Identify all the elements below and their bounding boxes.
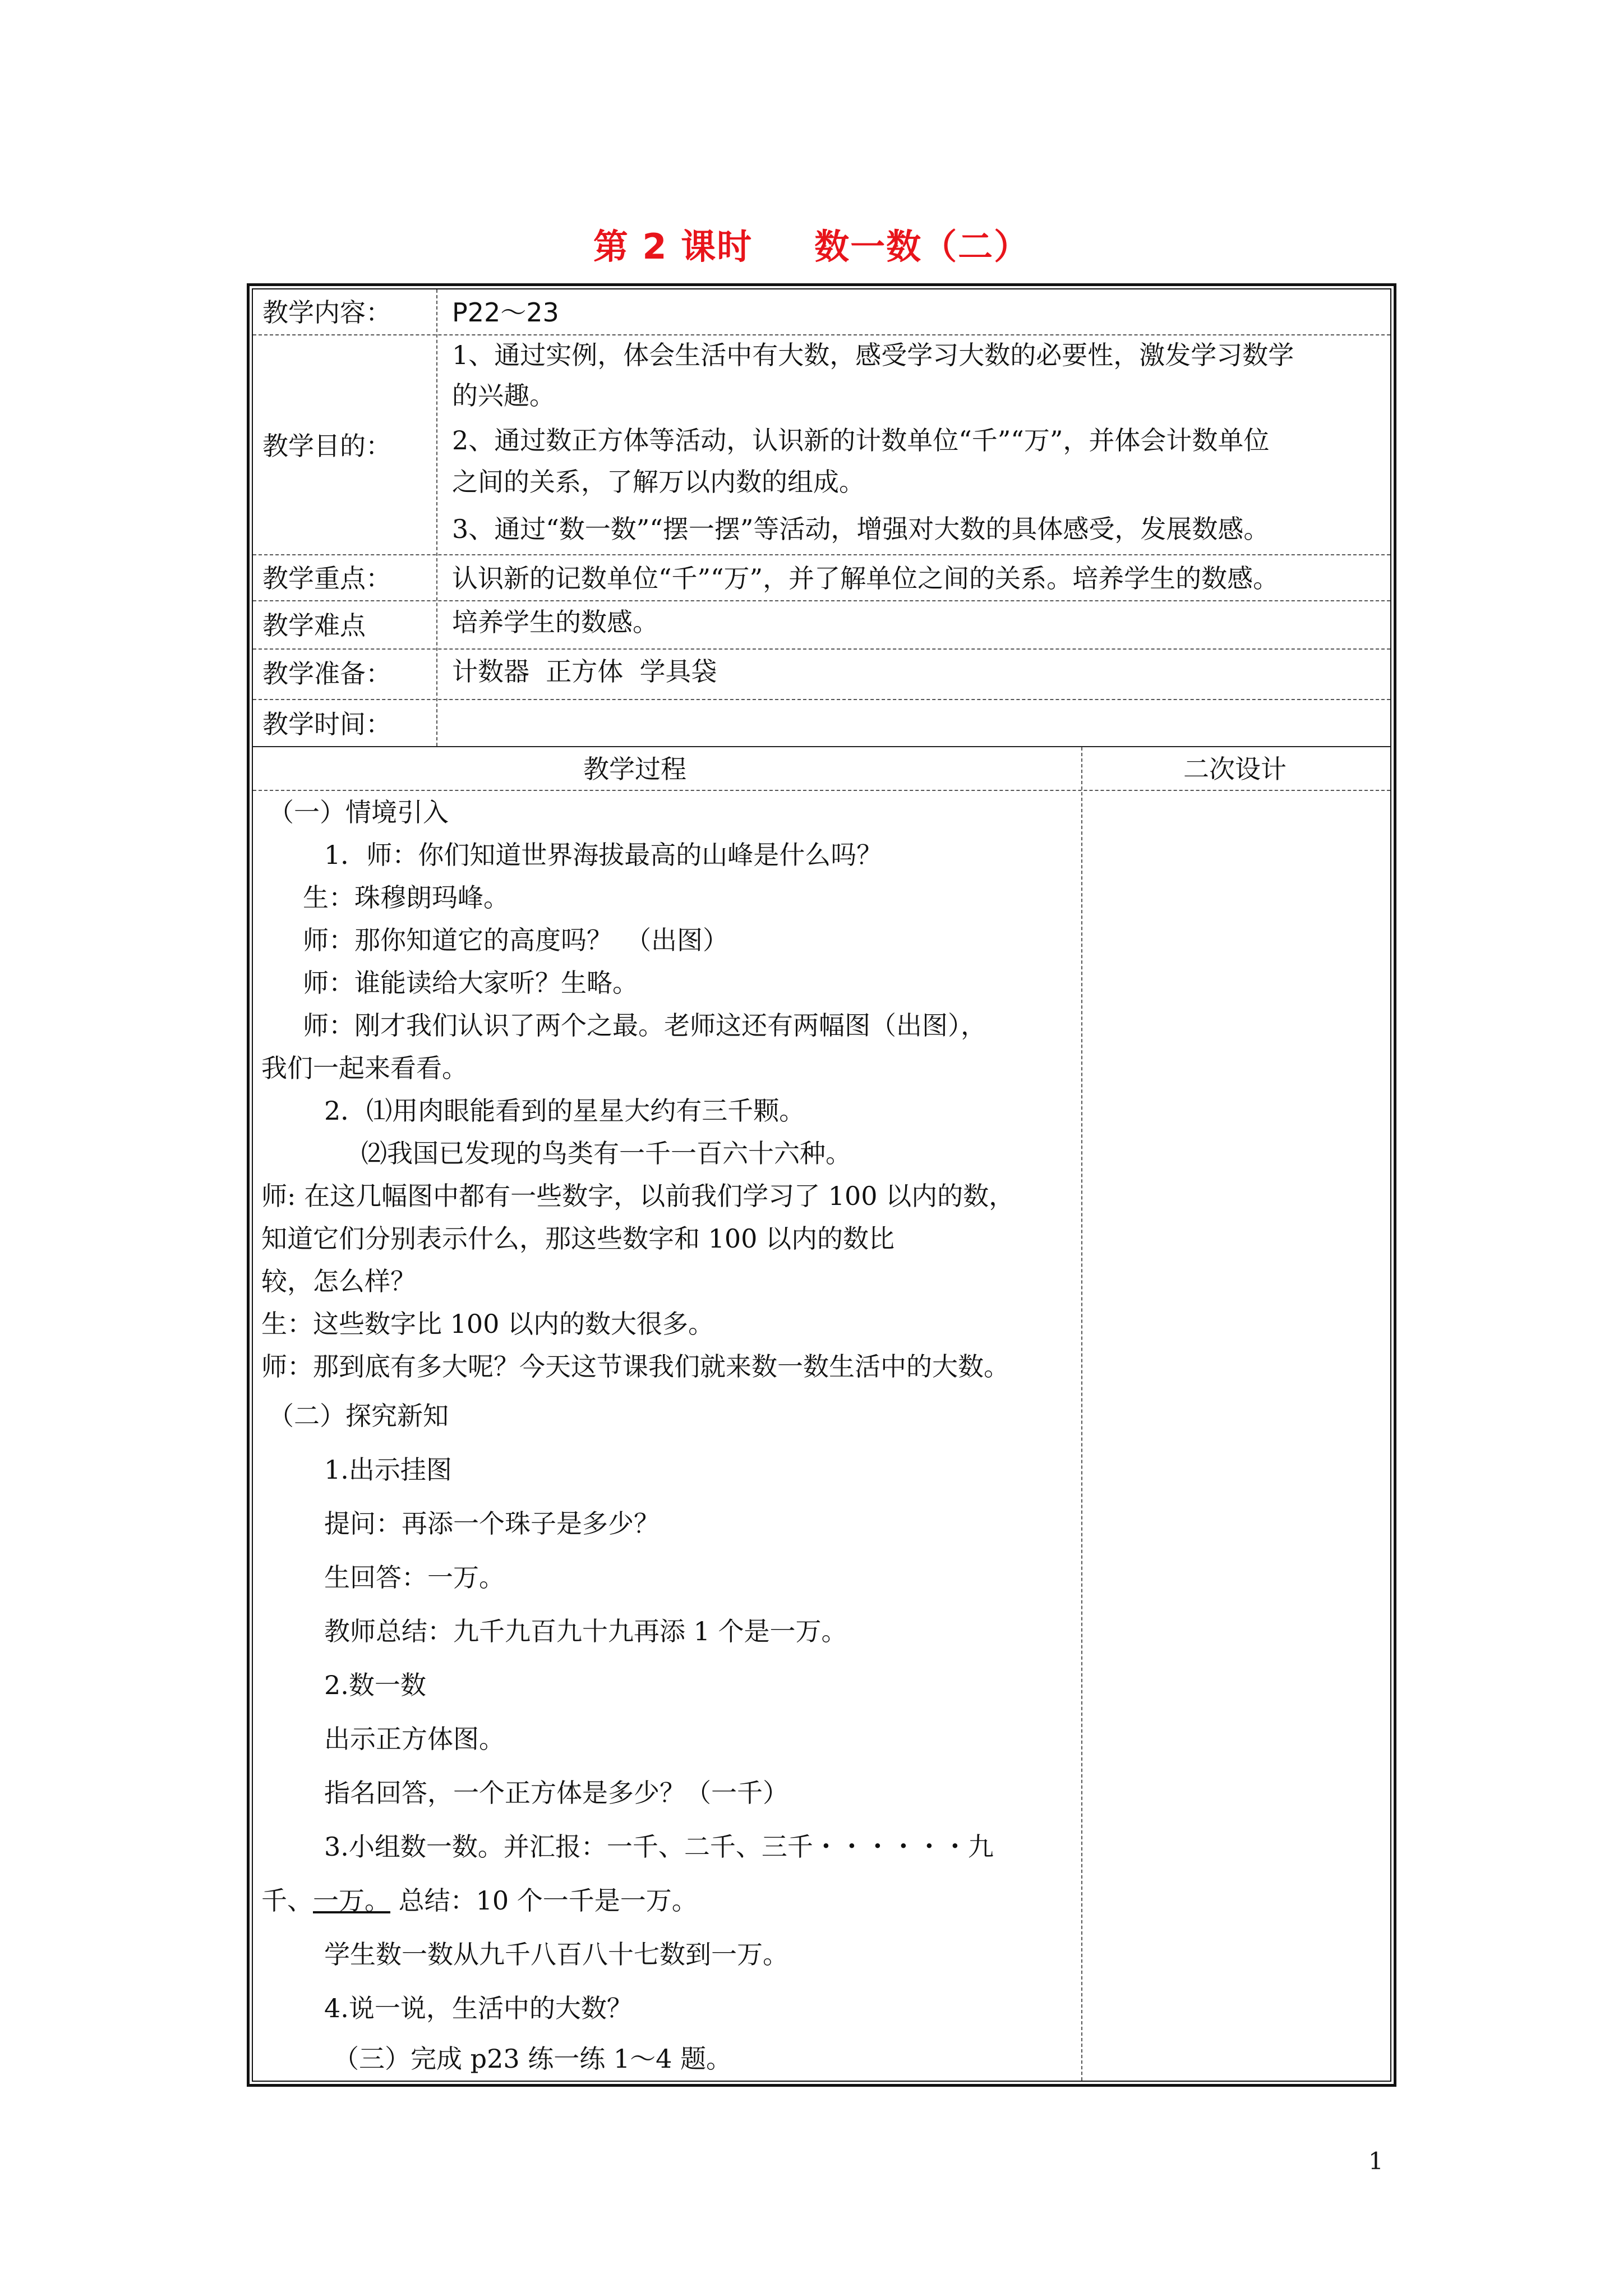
row-divider: [253, 648, 1390, 650]
content-value: P22～23: [452, 297, 559, 328]
lesson-number: 第 2 课时: [593, 226, 753, 267]
process-line: 师：刚才我们认识了两个之最。老师这还有两幅图（出图），: [303, 1010, 986, 1041]
process-line: 1．师：你们知道世界海拔最高的山峰是什么吗？: [324, 840, 883, 870]
process-line: 知道它们分别表示什么，那这些数字和 100 以内的数比: [261, 1223, 895, 1254]
row-divider: [253, 790, 1390, 791]
row-divider: [253, 699, 1390, 700]
process-line: 1.出示挂图: [324, 1455, 452, 1485]
process-line: （一）情境引入: [268, 797, 449, 827]
process-line: 师：那到底有多大呢？今天这节课我们就来数一数生活中的大数。: [261, 1351, 1009, 1382]
process-line: 生：这些数字比 100 以内的数大很多。: [261, 1309, 714, 1339]
row-divider: [253, 746, 1390, 747]
process-line: 2.数一数: [324, 1670, 426, 1700]
goal-line: 1、通过实例，体会生活中有大数，感受学习大数的必要性，激发学习数学: [452, 340, 1294, 370]
process-line: （三）完成 p23 练一练 1～4 题。: [333, 2044, 732, 2074]
process-line: ⑵我国已发现的鸟类有一千一百六十六种。: [361, 1138, 851, 1168]
process-line: 师：谁能读给大家听？生略。: [303, 968, 638, 998]
column-divider: [436, 289, 437, 746]
process-line: 提问：再添一个珠子是多少？: [324, 1508, 660, 1539]
process-line-summary: 总结：10 个一千是一万。: [390, 1885, 698, 1916]
process-line: 指名回答，一个正方体是多少？（一千）: [324, 1778, 789, 1808]
process-line: 学生数一数从九千八百八十七数到一万。: [324, 1939, 789, 1970]
goal-line: 之间的关系，了解万以内数的组成。: [452, 467, 865, 497]
prep-label: 教学准备：: [262, 659, 391, 689]
process-line: 我们一起来看看。: [261, 1053, 468, 1083]
time-label: 教学时间：: [262, 709, 391, 739]
process-line: （二）探究新知: [268, 1401, 449, 1431]
page-number: 1: [1368, 2147, 1384, 2175]
key-value: 认识新的记数单位“千”“万”，并了解单位之间的关系。培养学生的数感。: [452, 563, 1279, 593]
process-line: 师：那你知道它的高度吗？ （出图）: [303, 925, 728, 955]
process-line: 3.小组数一数。并汇报：一千、二千、三千・・・・・・九: [324, 1832, 994, 1862]
process-line: 2．⑴用肉眼能看到的星星大约有三千颗。: [324, 1096, 805, 1126]
content-label: 教学内容：: [262, 297, 391, 328]
process-line: 4.说一说，生活中的大数？: [324, 1993, 633, 2023]
process-line: 较，怎么样？: [261, 1266, 416, 1296]
second-design-header: 二次设计: [1183, 754, 1287, 784]
process-line: [261, 1880, 698, 1917]
key-label: 教学重点：: [262, 563, 391, 593]
process-header: 教学过程: [583, 754, 686, 784]
process-line-prefix: 千、: [261, 1885, 313, 1916]
row-divider: [253, 600, 1390, 601]
process-line: 生回答：一万。: [324, 1562, 505, 1593]
goal-line: 3、通过“数一数”“摆一摆”等活动，增强对大数的具体感受，发展数感。: [452, 514, 1270, 544]
process-line: 出示正方体图。: [324, 1724, 505, 1754]
goal-label: 教学目的：: [262, 431, 391, 461]
lesson-topic: 数一数（二）: [814, 226, 1030, 267]
difficulty-label: 教学难点: [262, 610, 366, 641]
process-line: 教师总结：九千九百九十九再添 1 个是一万。: [324, 1616, 847, 1646]
column-divider: [1081, 747, 1082, 2081]
goal-line: 的兴趣。: [452, 380, 555, 411]
page-title: [0, 219, 1623, 269]
process-line: 师: 在这几幅图中都有一些数字，以前我们学习了 100 以内的数，: [261, 1181, 1015, 1211]
process-line: 生：珠穆朗玛峰。: [303, 882, 509, 913]
goal-line: 2、通过数正方体等活动，认识新的计数单位“千”“万”，并体会计数单位: [452, 425, 1270, 455]
underlined-answer: 一万。: [313, 1885, 390, 1916]
difficulty-value: 培养学生的数感。: [452, 607, 658, 637]
row-divider: [253, 554, 1390, 555]
prep-value: 计数器 正方体 学具袋: [452, 656, 717, 687]
